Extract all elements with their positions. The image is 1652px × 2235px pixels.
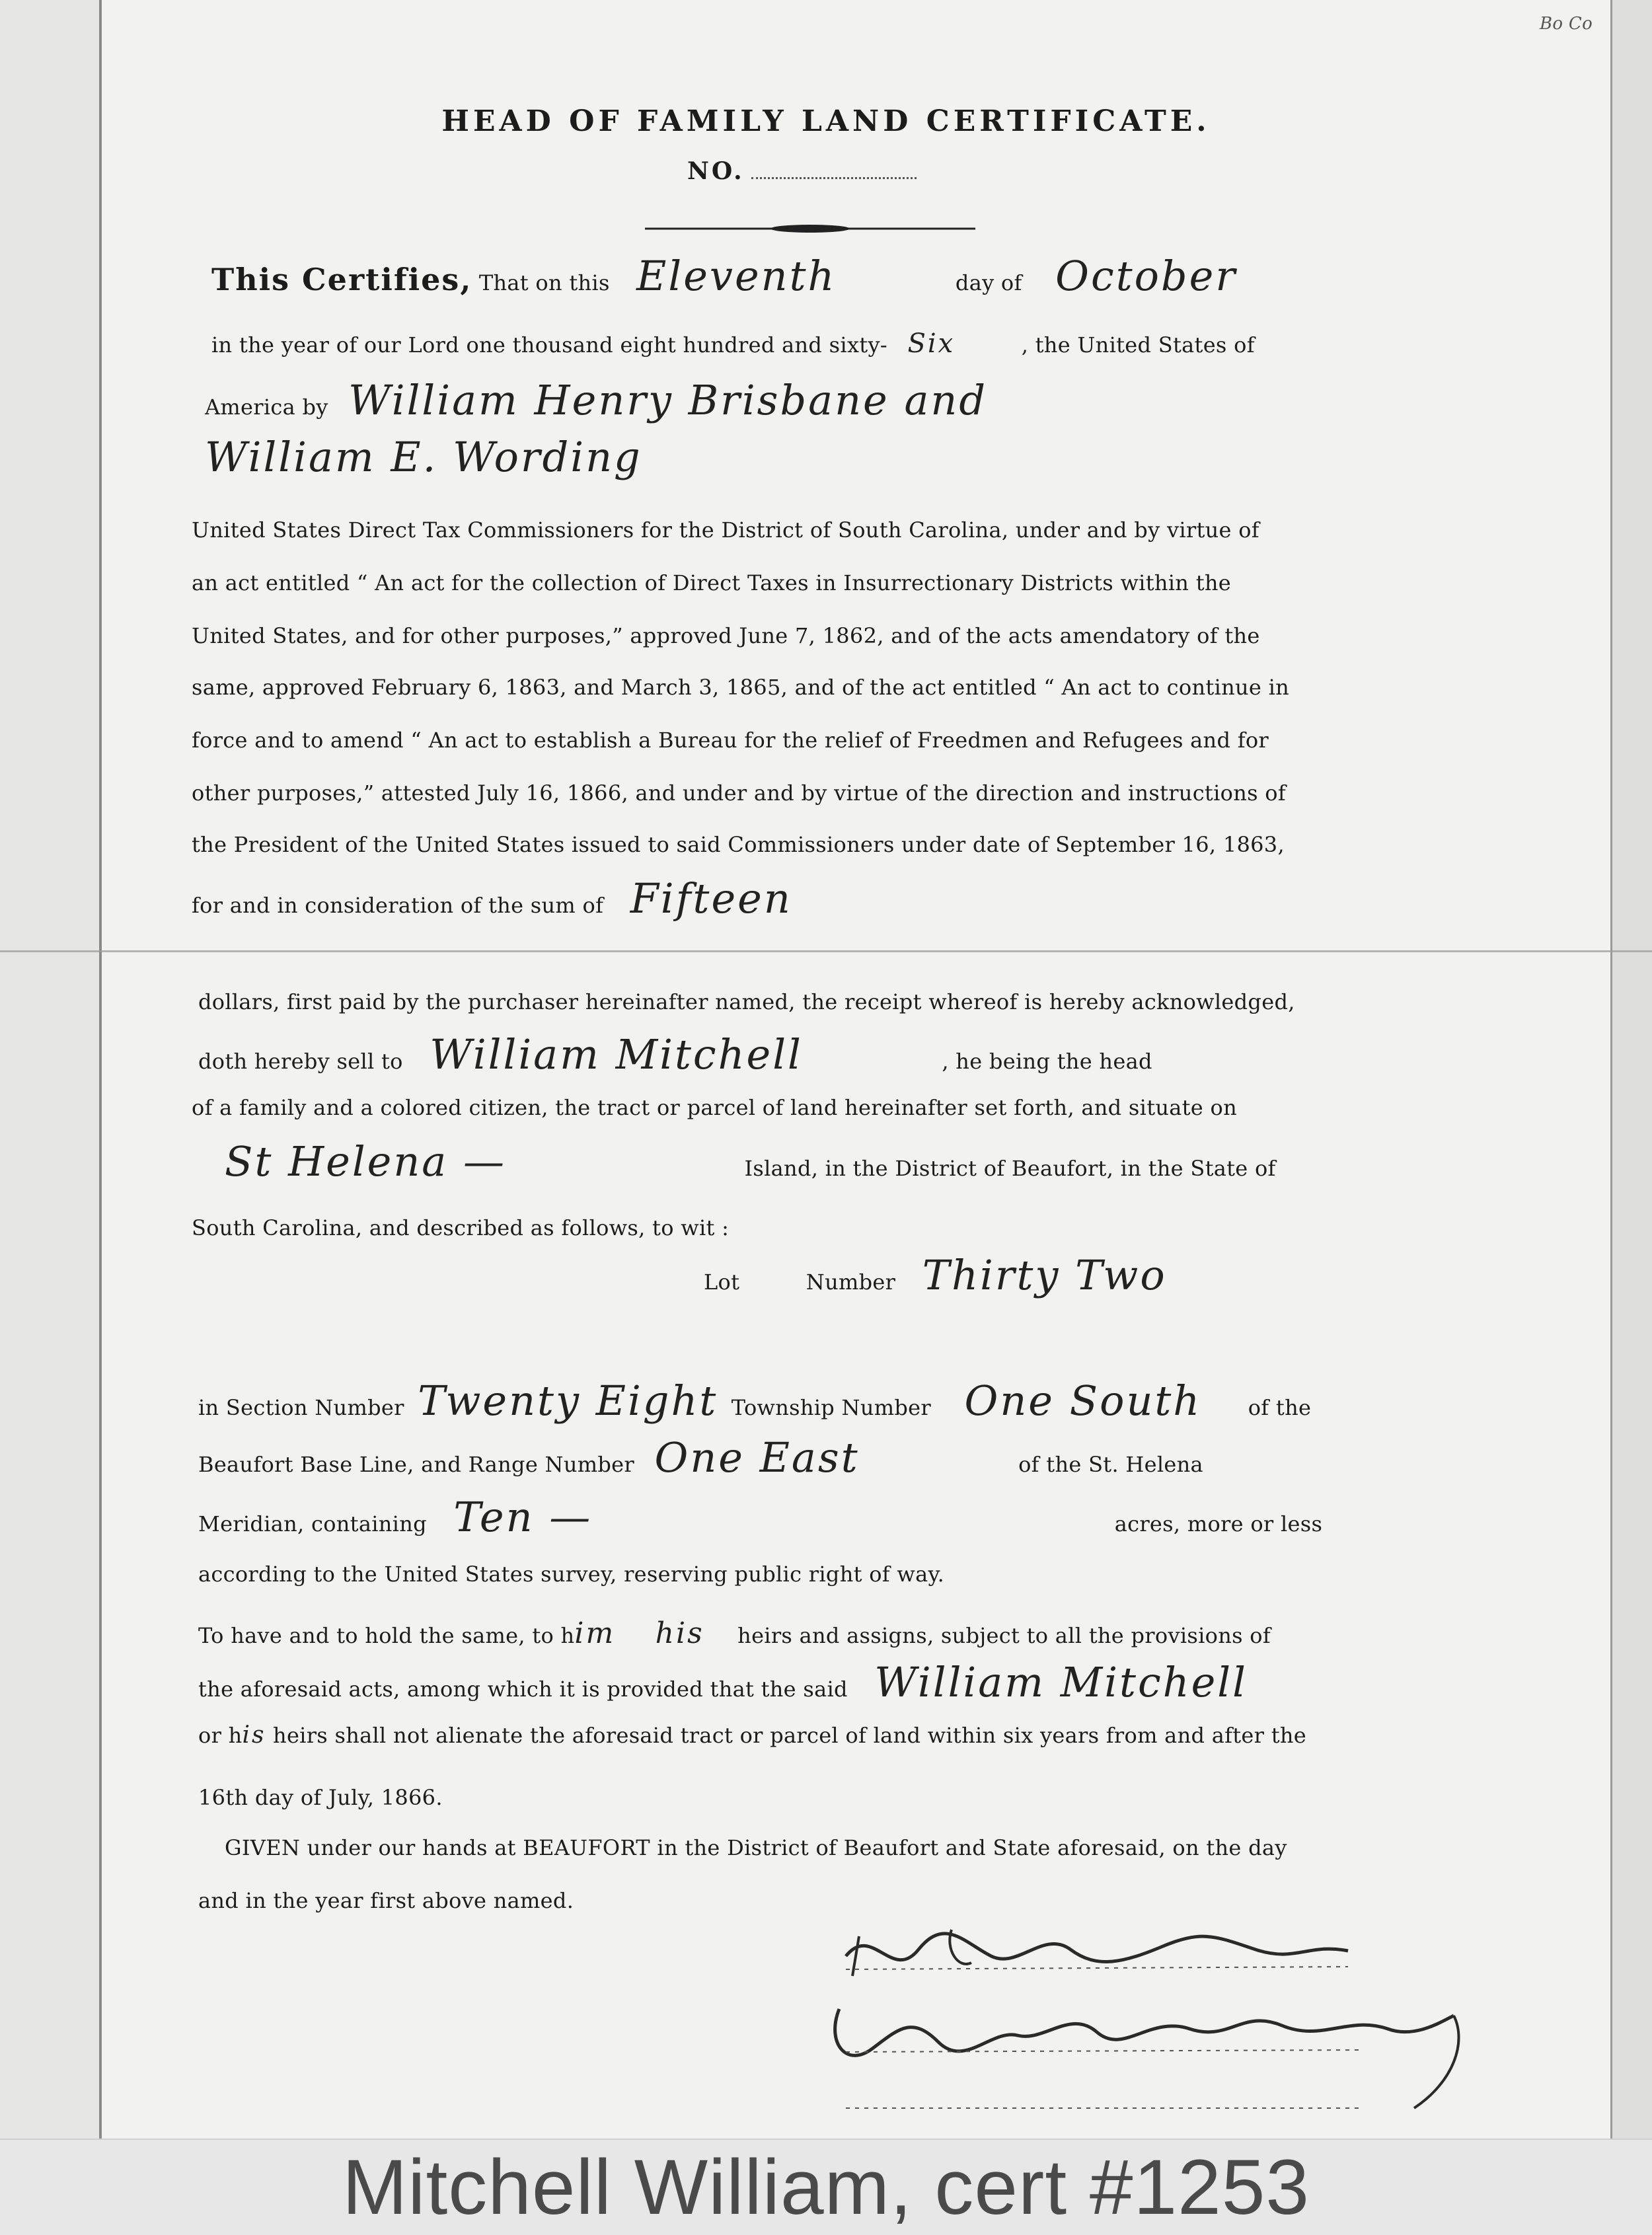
america-by-text: America by — [205, 395, 328, 420]
image-caption: Mitchell William, cert #1253 — [0, 2139, 1652, 2235]
his-value: his — [655, 1616, 704, 1650]
title-ornament — [645, 223, 975, 234]
sell-to-text: doth hereby sell to — [198, 1049, 403, 1074]
range-line — [198, 1433, 1203, 1482]
purchaser-value: William Mitchell — [430, 1030, 803, 1079]
alienate-text-prefix: or h — [198, 1723, 243, 1748]
habendum-line — [198, 1616, 1271, 1650]
fold-line — [0, 950, 1652, 952]
purchaser-line — [198, 1030, 1152, 1079]
day-of-label: day of — [955, 270, 1022, 295]
provided-line — [198, 1658, 1248, 1706]
commissioner-signatures — [819, 1910, 1546, 2121]
survey-line: according to the United States survey, reserving public right of way. — [198, 1562, 945, 1587]
united-states-text: , the United States of — [1021, 332, 1255, 358]
given-line: GIVEN under our hands at BEAUFORT in the District of Beaufort and State aforesaid, on the day — [225, 1835, 1287, 1860]
consideration-line — [192, 874, 792, 923]
alienate-text: heirs shall not alienate the aforesaid tract or parcel of land within six years from and after the — [273, 1723, 1307, 1748]
body-line: United States Direct Tax Commissioners for the District of South Carolina, under and by virtue of — [192, 517, 1259, 543]
range-value: One East — [654, 1433, 860, 1482]
lot-line — [704, 1251, 1167, 1299]
day-value: Eleventh — [636, 252, 837, 300]
body-line: the President of the United States issued to said Commissioners under date of September 16, 1863, — [192, 832, 1285, 857]
habendum-text: To have and to hold the same, to h — [198, 1623, 575, 1648]
habendum-text-2: heirs and assigns, subject to all the provisions of — [737, 1623, 1271, 1648]
island-value: St Helena — — [225, 1137, 506, 1186]
township-label: Township Number — [731, 1395, 932, 1420]
date-line: 16th day of July, 1866. — [198, 1785, 443, 1810]
sale-line: dollars, first paid by the purchaser hereinafter named, the receipt whereof is hereby acknowledged, — [198, 989, 1295, 1014]
island-line — [225, 1137, 1276, 1186]
head-text: , he being the head — [942, 1049, 1152, 1074]
him-value: im — [574, 1616, 616, 1650]
base-line-text: Beaufort Base Line, and Range Number — [198, 1452, 635, 1477]
given-line-2: and in the year first above named. — [198, 1888, 574, 1913]
consideration-text: for and in consideration of the sum of — [192, 893, 604, 918]
certificate-number-blank — [751, 177, 917, 179]
body-line: United States, and for other purposes,” approved June 7, 1862, and of the acts amendatory of the — [192, 623, 1260, 648]
month-value: October — [1055, 252, 1237, 300]
of-the-text: of the — [1248, 1395, 1312, 1420]
right-page-edge — [1610, 0, 1652, 2139]
year-value: Six — [907, 328, 956, 359]
body-line: other purposes,” attested July 16, 1866, and under and by virtue of the direction and instructions of — [192, 780, 1287, 806]
commissioners-line-2 — [205, 433, 642, 481]
sum-value: Fifteen — [630, 874, 792, 923]
sale-line: South Carolina, and described as follows, to wit : — [192, 1215, 730, 1240]
is-value: is — [242, 1722, 266, 1749]
township-value: One South — [964, 1377, 1202, 1425]
certifies-text: That on this — [478, 270, 610, 295]
lot-label: Lot — [704, 1269, 740, 1295]
certifies-line — [211, 252, 1237, 300]
certificate-number-label: NO. — [687, 157, 745, 185]
left-page-edge — [0, 0, 102, 2139]
meridian-text: Meridian, containing — [198, 1511, 427, 1536]
lot-value: Thirty Two — [922, 1251, 1167, 1299]
provided-text: the aforesaid acts, among which it is provided that the said — [198, 1677, 848, 1702]
section-label: in Section Number — [198, 1395, 404, 1420]
said-value: William Mitchell — [874, 1658, 1248, 1706]
acres-value: Ten — — [453, 1493, 593, 1541]
commissioners-line — [205, 376, 988, 424]
body-line: an act entitled “ An act for the collection of Direct Taxes in Insurrectionary Districts within the — [192, 570, 1231, 595]
meridian-line — [198, 1493, 1323, 1541]
body-line: same, approved February 6, 1863, and March 3, 1865, and of the act entitled “ An act to continue in — [192, 675, 1290, 700]
commissioners-value: William Henry Brisbane and — [348, 376, 988, 424]
year-text: in the year of our Lord one thousand eight hundred and sixty- — [211, 332, 887, 358]
commissioners-value-2: William E. Wording — [205, 433, 642, 481]
year-line — [211, 330, 1255, 358]
lot-number-label: Number — [806, 1269, 896, 1295]
section-line — [198, 1377, 1312, 1425]
certificate-title: HEAD OF FAMILY LAND CERTIFICATE. — [441, 104, 1211, 138]
body-line: force and to amend “ An act to establish a Bureau for the relief of Freedmen and Refugees and for — [192, 728, 1269, 753]
certifies-heading: This Certifies, — [211, 262, 472, 297]
island-text: Island, in the District of Beaufort, in the State of — [744, 1156, 1276, 1181]
sale-line: of a family and a colored citizen, the tract or parcel of land hereinafter set forth, and situate on — [192, 1095, 1237, 1120]
acres-text: acres, more or less — [1114, 1511, 1323, 1536]
margin-note: Bo Co — [1540, 14, 1593, 34]
alienate-line — [198, 1722, 1306, 1749]
meridian-of-text: of the St. Helena — [1018, 1452, 1203, 1477]
certificate-number — [687, 157, 917, 185]
section-value: Twenty Eight — [418, 1377, 718, 1425]
